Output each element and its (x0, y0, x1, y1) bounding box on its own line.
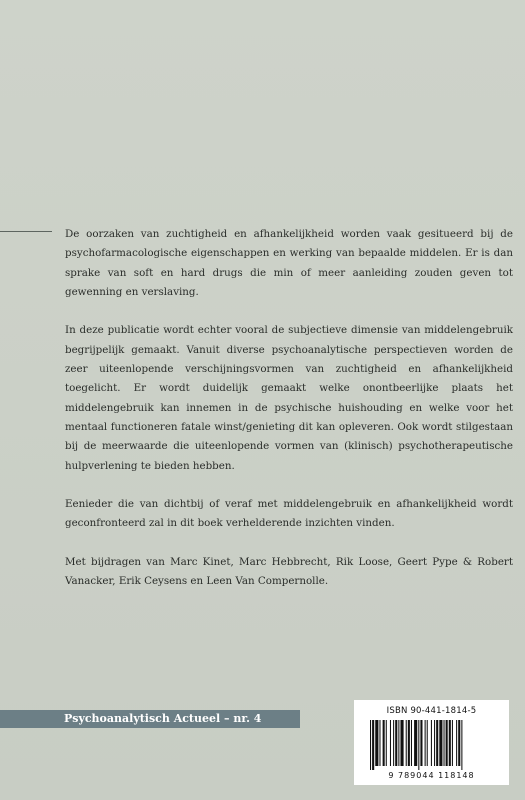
series-title: Psychoanalytisch Actueel – nr. 4 (64, 712, 262, 725)
blurb-paragraph-1: De oorzaken van zuchtigheid en afhankelijkheid worden vaak gesitueerd bij de psychofarmacologische eigenschappen en werking van bepaalde middelen. Er is dan sprake van soft en hard drugs die min of meer aanleiding zouden geven tot gewenning en verslaving. (65, 228, 513, 298)
blurb-text (65, 225, 513, 611)
divider-rule (0, 231, 52, 232)
isbn-label: ISBN 90-441-1814-5 (386, 706, 477, 716)
barcode-box (354, 700, 509, 785)
blurb-paragraph-3: Eenieder die van dichtbij of veraf met middelengebruik en afhankelijkheid wordt geconfronteerd zal in dit boek verhelderende inzichten vinden. (65, 498, 513, 530)
series-band (0, 710, 300, 728)
barcode-icon (368, 720, 496, 770)
ean-number: 9 789044 118148 (388, 771, 475, 780)
contributors-paragraph: Met bijdragen van Marc Kinet, Marc Hebbrecht, Rik Loose, Geert Pype & Robert Vanacker, Erik Ceysens en Leen Van Compernolle. (65, 556, 513, 588)
blurb-paragraph-2: In deze publicatie wordt echter vooral de subjectieve dimensie van middelengebruik begrijpelijk gemaakt. Vanuit diverse psychoanalytische perspectieven worden de zeer uiteenlopende verschijningsvormen van zuchtigheid en afhankelijkheid toegelicht. Er wordt duidelijk gemaakt welke onontbeerlijke plaats het middelengebruik kan innemen in de psychische huishouding en welke voor het mentaal functioneren fatale winst/genieting dit kan opleveren. Ook wordt stilgestaan bij de meerwaarde die uiteenlopende vormen van (klinisch) psychotherapeutische hulpverlening te bieden hebben. (65, 324, 513, 472)
